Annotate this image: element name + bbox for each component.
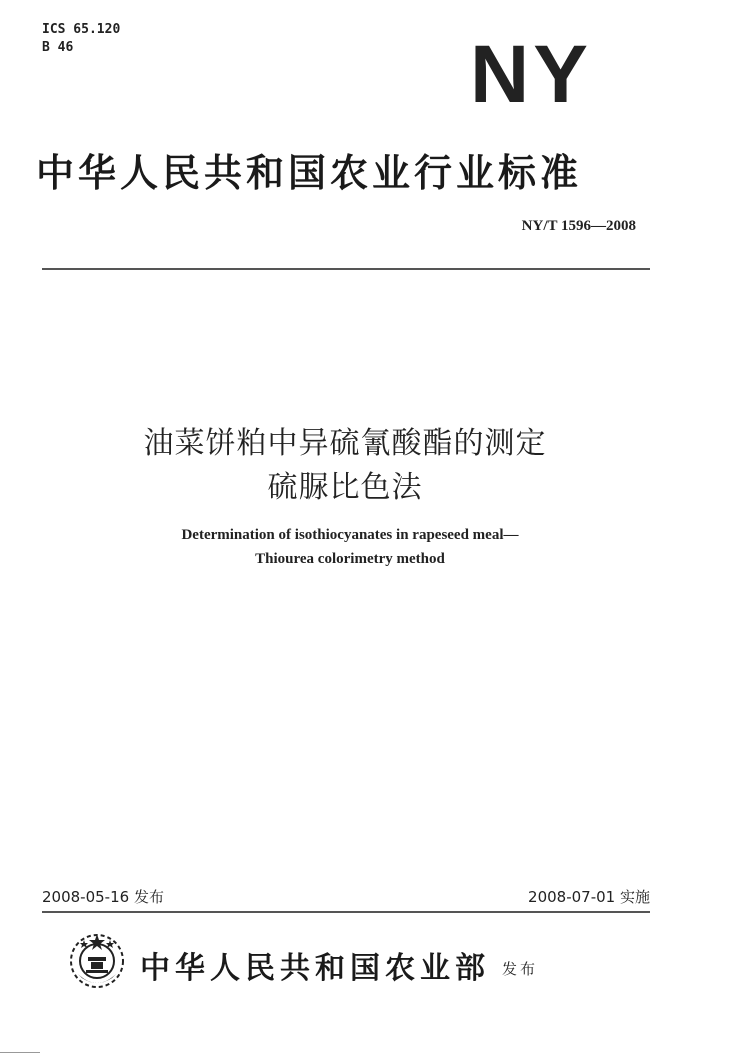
standard-type-heading: 中华人民共和国农业行业标准 [36, 151, 583, 195]
title-chinese-line-2: 硫脲比色法 [267, 470, 423, 505]
ics-code: ICS 65.120 [42, 22, 121, 37]
issue-date: 2008-05-16 发布 [42, 888, 164, 906]
title-english-line-1: Determination of isothiocyanates in rapeseed meal— [181, 527, 519, 543]
implementation-date: 2008-07-01 实施 [528, 888, 650, 906]
title-chinese-line-1: 油菜饼粕中异硫氰酸酯的测定 [143, 426, 547, 461]
ny-logo: NY [470, 29, 592, 120]
top-divider [42, 268, 650, 270]
national-emblem-icon [64, 928, 130, 994]
title-english-line-2: Thiourea colorimetry method [255, 551, 445, 567]
footer-mark [0, 1052, 40, 1053]
standard-number: NY/T 1596—2008 [521, 218, 636, 234]
issued-label: 发布 [502, 960, 539, 978]
issuing-authority: 中华人民共和国农业部 [140, 951, 490, 986]
bottom-divider [42, 911, 650, 913]
classification-code: B 46 [42, 40, 74, 55]
